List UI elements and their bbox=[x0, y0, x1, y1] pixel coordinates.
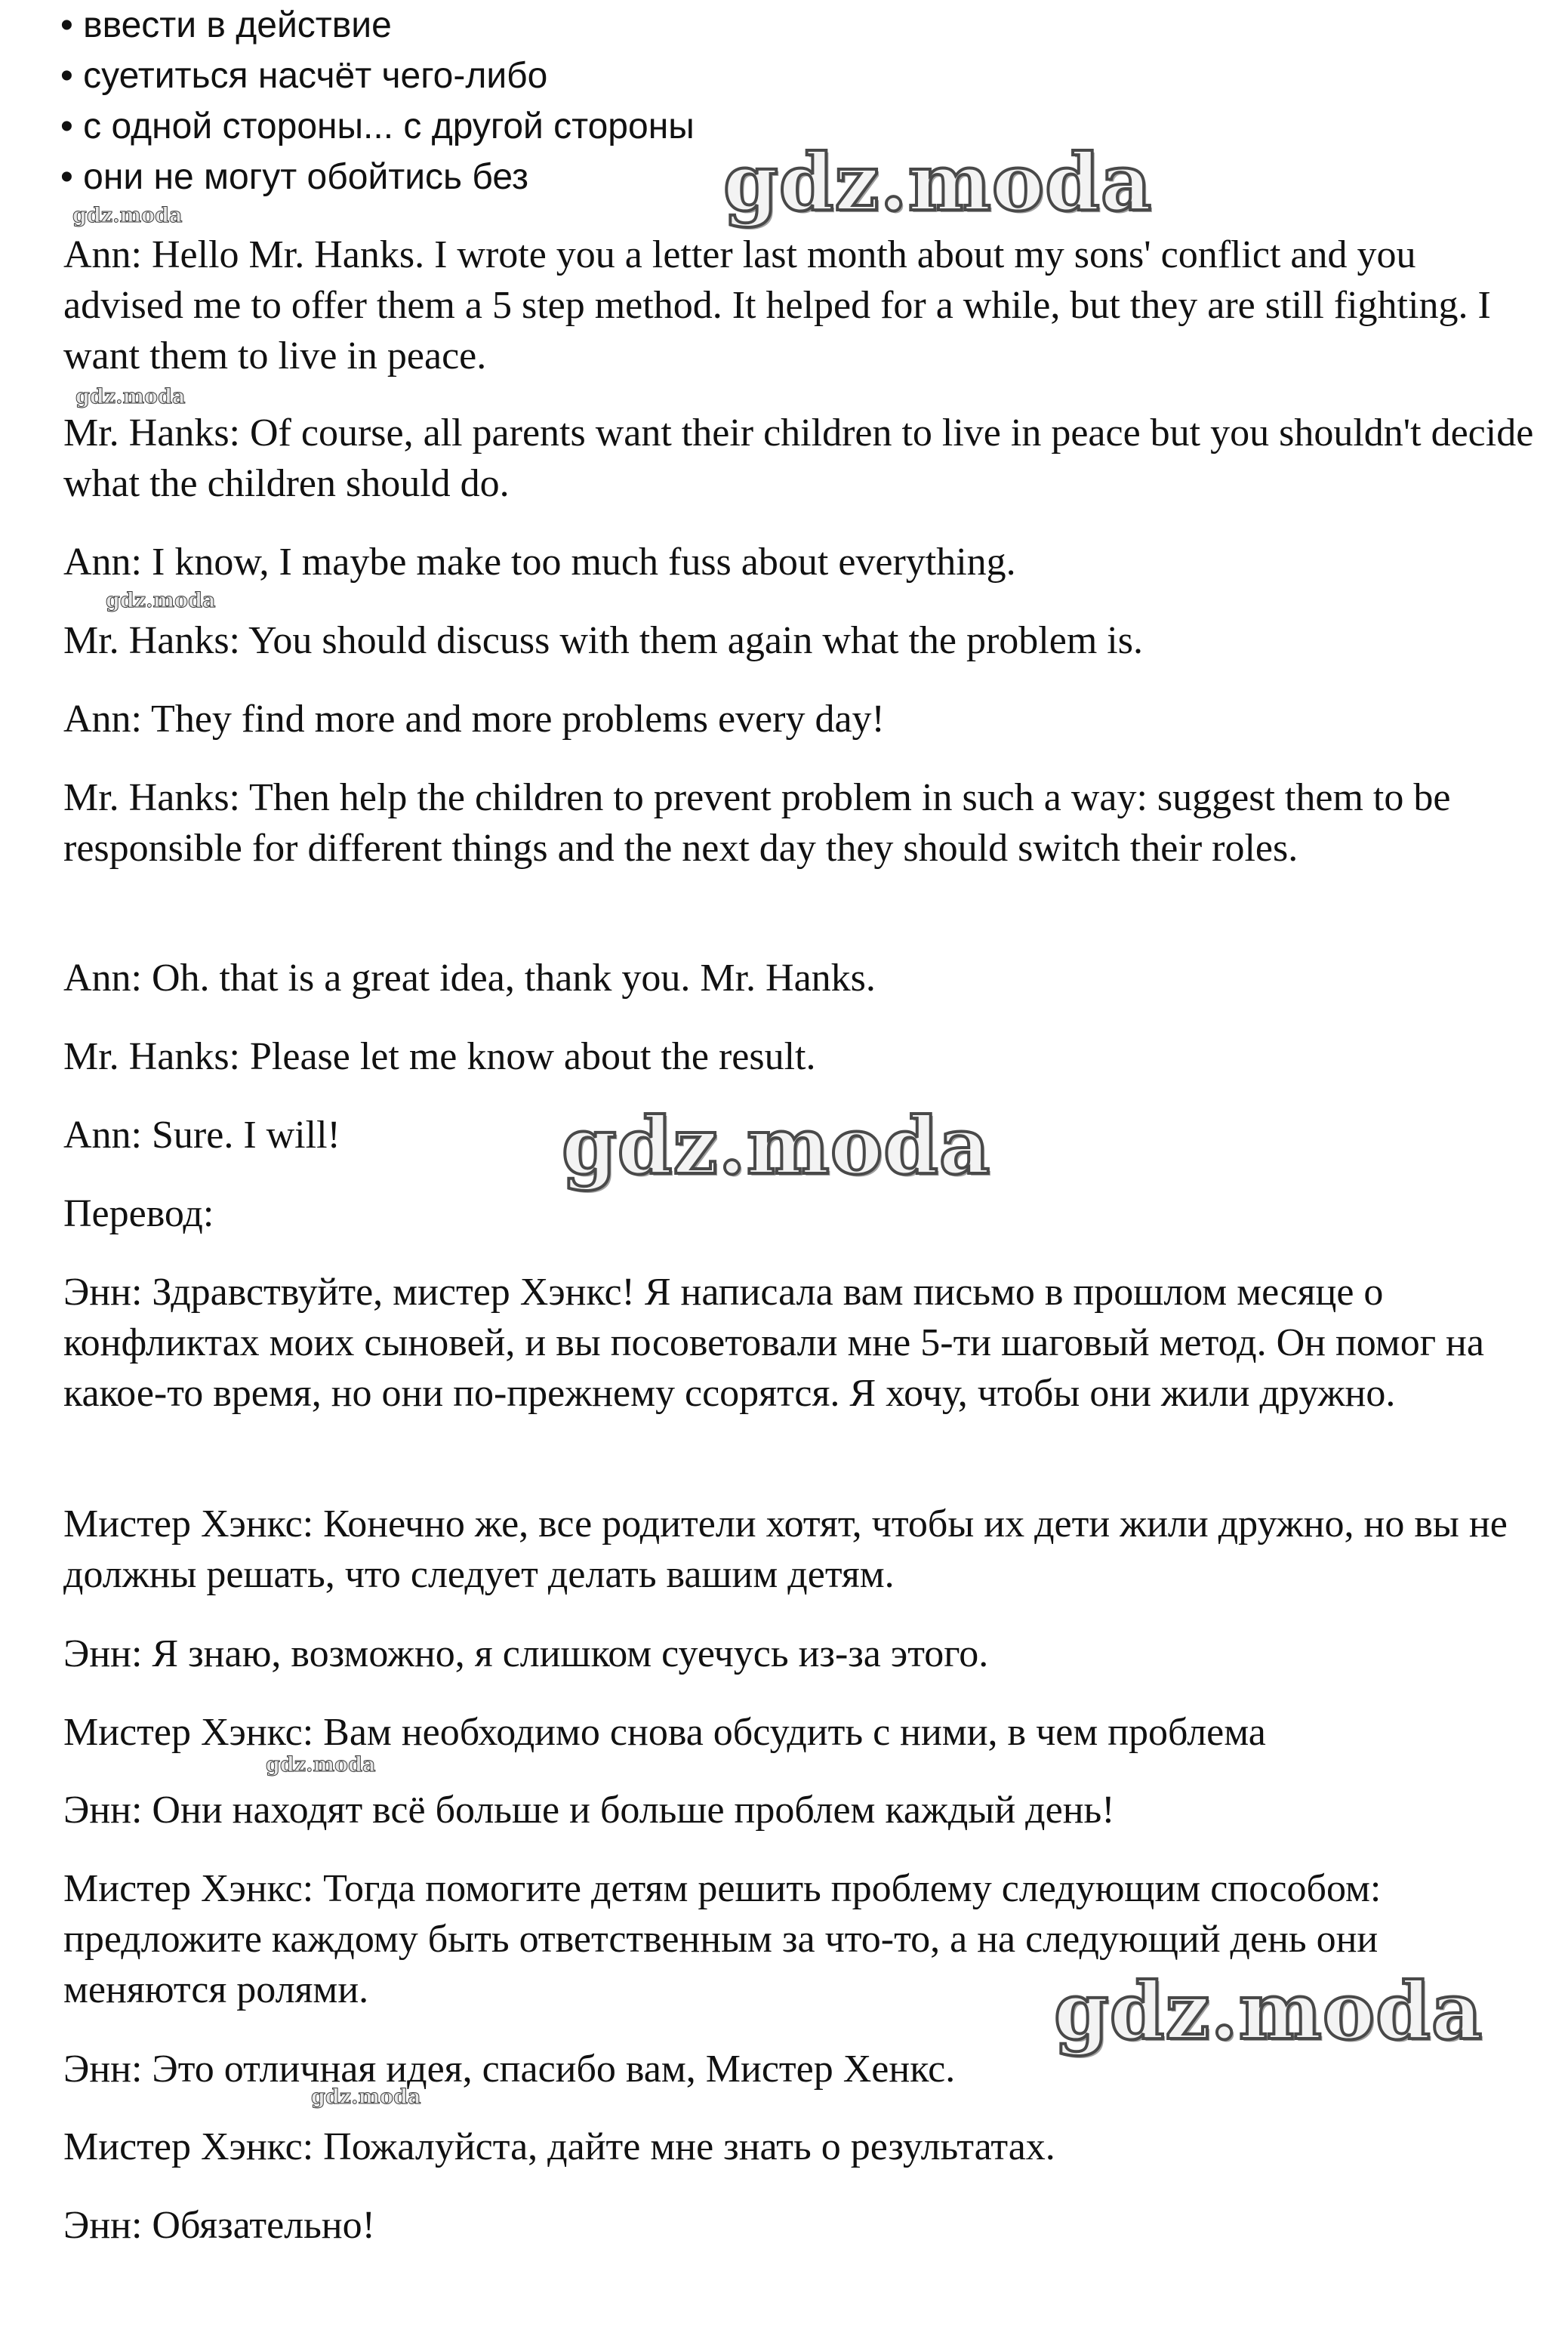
watermark-logo: gdz.moda bbox=[1054, 1965, 1483, 2057]
dialogue-line-en: Ann: Hello Mr. Hanks. I wrote you a letter last month about my sons' conflict and you advised me to offer them a 5 step method. It helped for a while, but they are still fighting. I want them to live in peace. bbox=[63, 233, 1491, 378]
dialogue-line-ru: Мистер Хэнкс: Тогда помогите детям решить проблему следующим способом: предложите каждому быть ответственным за что-то, а на следующий день они меняются ролями. bbox=[63, 1867, 1382, 2011]
watermark-small: gdz.moda bbox=[311, 2085, 421, 2109]
dialogue-line-en: Mr. Hanks: Of course, all parents want their children to live in peace but you shouldn't decide what the children should do. bbox=[63, 411, 1534, 505]
dialogue-line-en: Ann: I know, I maybe make too much fuss about everything. bbox=[63, 541, 1016, 584]
dialogue-line-en: Mr. Hanks: You should discuss with them again what the problem is. bbox=[63, 619, 1143, 662]
dialogue-line-ru: Энн: Они находят всё больше и больше проблем каждый день! bbox=[63, 1789, 1115, 1832]
dialogue-line-ru: Мистер Хэнкс: Пожалуйста, дайте мне знать о результатах. bbox=[63, 2125, 1055, 2168]
dialogue-line-en: Ann: They find more and more problems every day! bbox=[63, 698, 885, 741]
watermark-small: gdz.moda bbox=[75, 385, 186, 408]
dialogue-line-ru: Энн: Обязательно! bbox=[63, 2204, 375, 2247]
phrase-item: • они не могут обойтись без bbox=[60, 157, 528, 197]
dialogue-line-ru: Мистер Хэнкс: Вам необходимо снова обсудить с ними, в чем проблема bbox=[63, 1711, 1266, 1754]
phrase-item: • с одной стороны... с другой стороны bbox=[60, 106, 695, 146]
dialogue-line-en: Mr. Hanks: Then help the children to prevent problem in such a way: suggest them to be responsible for different things and the next day they should switch their roles. bbox=[63, 776, 1451, 870]
dialogue-line-ru: Мистер Хэнкс: Конечно же, все родители хотят, чтобы их дети жили дружно, но вы не должны решать, что следует делать вашим детям. bbox=[63, 1502, 1508, 1596]
watermark-logo: gdz.moda bbox=[562, 1099, 991, 1192]
phrase-list bbox=[60, 0, 695, 202]
watermark-logo: gdz.moda bbox=[723, 136, 1153, 229]
dialogue-line-en: Ann: Oh. that is a great idea, thank you. Mr. Hanks. bbox=[63, 957, 876, 1000]
phrase-item: • суетиться насчёт чего-либо bbox=[60, 56, 548, 96]
translation-heading: Перевод: bbox=[63, 1192, 214, 1235]
watermark-small: gdz.moda bbox=[72, 204, 183, 227]
watermark-small: gdz.moda bbox=[266, 1753, 376, 1777]
dialogue-line-en: Mr. Hanks: Please let me know about the result. bbox=[63, 1035, 816, 1078]
phrase-item: • ввести в действие bbox=[60, 5, 392, 45]
watermark-small: gdz.moda bbox=[106, 589, 216, 612]
dialogue-line-ru: Энн: Это отличная идея, спасибо вам, Мистер Хенкс. bbox=[63, 2048, 956, 2091]
dialogue-line-en: Ann: Sure. I will! bbox=[63, 1114, 340, 1157]
dialogue-line-ru: Энн: Здравствуйте, мистер Хэнкс! Я написала вам письмо в прошлом месяце о конфликтах моих сыновей, и вы посоветовали мне 5-ти шаговый метод. Он помог на какое-то время, но они по-прежнему ссорятся. Я хочу, чтобы они жили дружно. bbox=[63, 1271, 1484, 1415]
dialogue-line-ru: Энн: Я знаю, возможно, я слишком суечусь из-за этого. bbox=[63, 1632, 989, 1675]
